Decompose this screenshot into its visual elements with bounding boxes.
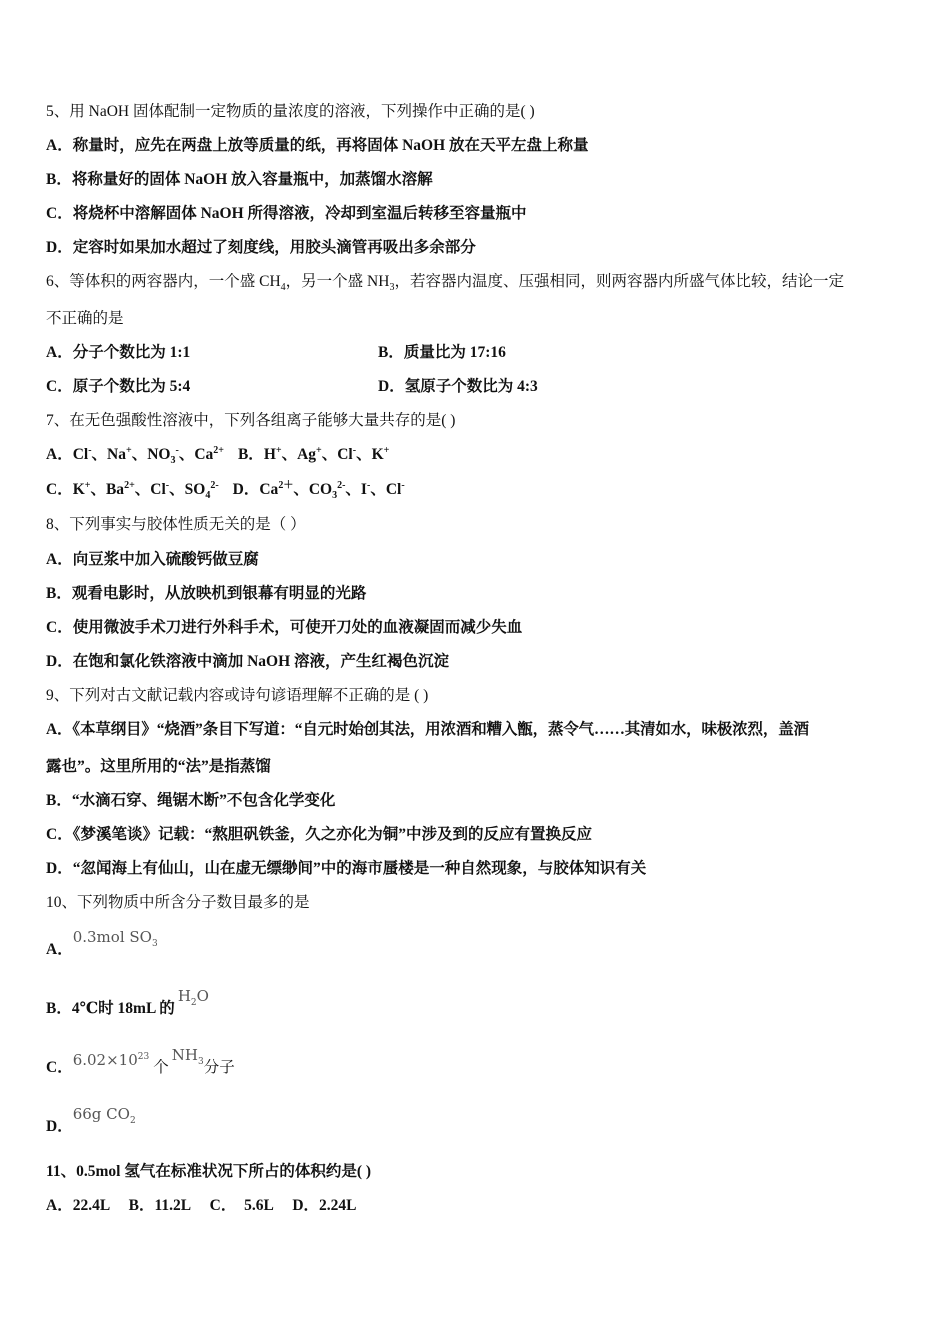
q7-c-ion-4-charge: 2-	[210, 479, 219, 491]
q7-options-cd	[46, 479, 405, 501]
q6-stem-sub-2: 3	[389, 282, 395, 294]
q7-d-ion-4: 、Cl	[370, 481, 402, 498]
q6-option-a: A．分子个数比为 1:1	[46, 344, 191, 361]
q10-option-d	[46, 1105, 136, 1138]
q6-option-d: D．氢原子个数比为 4:3	[378, 378, 538, 395]
q7-a-ion-4-charge: 2+	[213, 444, 224, 456]
q10-b-text: B．4℃时 18mL 的	[46, 1000, 175, 1017]
q6-stem-text-2: ，另一个盛 NH	[285, 273, 390, 290]
q10-a-label: A．	[46, 941, 73, 958]
q5-stem: 5、用 NaOH 固体配制一定物质的量浓度的溶液，下列操作中正确的是( )	[46, 103, 535, 120]
q10-d-label: D．	[46, 1118, 73, 1135]
q5-option-d: D．定容时如果加水超过了刻度线，用胶头滴管再吸出多余部分	[46, 239, 476, 256]
q7-c-ion-2: 、Ba	[90, 481, 125, 498]
q7-c-ion-1-charge: +	[84, 479, 91, 491]
q7-b-ion-2-charge: +	[316, 444, 322, 456]
q10-a-formula	[72, 928, 158, 949]
q7-c-ion-3: 、Cl	[134, 481, 166, 498]
q7-b-ion-3-charge: -	[352, 444, 357, 456]
q7-c-label: C．	[46, 481, 73, 498]
q7-d-ion-3-charge: -	[366, 479, 371, 491]
q5-option-a: A．称量时，应先在两盘上放等质量的纸，再将固体 NaOH 放在天平左盘上称量	[46, 137, 589, 154]
q10-stem: 10、下列物质中所含分子数目最多的是	[46, 894, 310, 911]
q10-c-label: C．	[46, 1059, 73, 1076]
q6-stem-text-1: 6、等体积的两容器内，一个盛 CH	[46, 273, 281, 290]
q7-c-ion-2-charge: 2+	[124, 479, 135, 491]
q7-d-label: D．	[232, 481, 260, 498]
q9-option-a: A．《本草纲目》“烧酒”条目下写道：“自元时始创其法，用浓酒和糟入甑，蒸令气……其清如水，味极浓烈，盖酒	[46, 721, 809, 738]
q6-stem-line2: 不正确的是	[46, 310, 124, 327]
q10-c-formula-text: 6.02×10	[72, 1051, 138, 1069]
q7-c-ion-4: 、SO	[169, 481, 206, 498]
q7-a-ion-2: 、Na	[91, 446, 126, 463]
q8-option-c: C．使用微波手术刀进行外科手术，可使开刀处的血液凝固而减少失血	[46, 619, 523, 636]
q7-a-ion-1-charge: -	[88, 444, 92, 456]
q7-c-ion-1: K	[72, 481, 85, 498]
q10-d-formula	[72, 1105, 136, 1126]
q7-stem: 7、在无色强酸性溶液中，下列各组离子能够大量共存的是( )	[46, 412, 456, 429]
q10-c-mid: 个	[153, 1059, 169, 1076]
q6-stem	[46, 271, 844, 293]
q10-d-formula-sub: 2	[129, 1116, 136, 1126]
q8-option-b: B．观看电影时，从放映机到银幕有明显的光路	[46, 585, 367, 602]
q9-option-a-line2: 露也”。这里所用的“法”是指蒸馏	[46, 758, 271, 775]
q7-d-ion-4-charge: -	[401, 479, 405, 491]
q8-stem: 8、下列事实与胶体性质无关的是（ ）	[46, 516, 306, 533]
q10-c-tail: 分子	[203, 1059, 235, 1076]
q10-option-b	[46, 987, 209, 1020]
q7-a-ion-2-charge: +	[126, 444, 132, 456]
q9-option-b: B．“水滴石穿、绳锯木断”不包含化学变化	[46, 792, 336, 809]
q7-c-ion-3-charge: -	[165, 479, 170, 491]
q9-option-d: D．“忽闻海上有仙山，山在虚无缥缈间”中的海市蜃楼是一种自然现象，与胶体知识有关	[46, 860, 647, 877]
q7-a-ion-3-sub: 3	[170, 455, 176, 467]
q6-stem-sub-1: 4	[280, 282, 286, 294]
q11-stem: 11、0.5mol 氢气在标准状况下所占的体积约是( )	[46, 1163, 372, 1180]
q10-c-formula2-text: NH	[171, 1046, 198, 1064]
q11-options: A．22.4L B．11.2L C． 5.6L D．2.24L	[46, 1197, 357, 1214]
q10-option-a	[46, 928, 158, 961]
q7-d-ion-2: 、CO	[293, 481, 333, 498]
q7-a-ion-3: 、NO	[131, 446, 171, 463]
q10-c-formula2	[171, 1046, 204, 1067]
q10-d-formula-text: 66g CO	[72, 1105, 130, 1123]
q7-d-ion-2-sub: 3	[332, 490, 338, 502]
q7-a-ion-4: 、Ca	[178, 446, 214, 463]
q6-stem-text-3: ，若容器内温度、压强相同，则两容器内所盛气体比较，结论一定	[394, 273, 844, 290]
q7-a-label: A．	[46, 446, 73, 463]
q10-b-formula-o: O	[196, 987, 209, 1005]
q10-b-formula-h: H	[177, 987, 191, 1005]
q5-option-b: B．将称量好的固体 NaOH 放入容量瓶中，加蒸馏水溶解	[46, 171, 433, 188]
q10-a-formula-sub: 3	[151, 939, 158, 949]
q7-d-ion-1: Ca	[259, 481, 279, 498]
q7-a-ion-3-charge: -	[175, 444, 179, 456]
q7-a-ion-1: Cl	[72, 446, 89, 463]
q10-b-formula	[177, 987, 209, 1008]
q10-c-formula2-sub: 3	[197, 1057, 204, 1067]
q9-stem: 9、下列对古文献记载内容或诗句谚语理解不正确的是 ( )	[46, 687, 429, 704]
q10-b-formula-sub: 2	[190, 998, 197, 1008]
q7-d-ion-1-charge: 2＋	[278, 479, 294, 491]
q7-b-ion-1: H	[263, 446, 276, 463]
q7-b-ion-1-charge: +	[275, 444, 282, 456]
q7-b-ion-2: 、Ag	[281, 446, 317, 463]
q9-option-c: C．《梦溪笔谈》记载：“熬胆矾铁釜，久之亦化为铜”中涉及到的反应有置换反应	[46, 826, 592, 843]
q10-c-formula	[73, 1051, 150, 1069]
q7-b-ion-4-charge: +	[383, 444, 390, 456]
q6-option-b: B．质量比为 17:16	[378, 344, 506, 361]
q8-option-a: A．向豆浆中加入硫酸钙做豆腐	[46, 551, 259, 568]
q10-a-formula-text: 0.3mol SO	[72, 928, 152, 946]
q6-option-c: C．原子个数比为 5:4	[46, 378, 191, 395]
q10-option-c	[46, 1046, 235, 1079]
q5-option-c: C．将烧杯中溶解固体 NaOH 所得溶液，冷却到室温后转移至容量瓶中	[46, 205, 527, 222]
q7-b-ion-4: 、K	[356, 446, 384, 463]
q7-b-label: B．	[237, 446, 264, 463]
q7-d-ion-2-charge: 2-	[337, 479, 346, 491]
q7-options-ab	[46, 444, 389, 466]
q10-c-formula-exp: 23	[137, 1052, 150, 1062]
q7-d-ion-3: 、I	[345, 481, 367, 498]
q7-b-ion-3: 、Cl	[321, 446, 353, 463]
q8-option-d: D．在饱和氯化铁溶液中滴加 NaOH 溶液，产生红褐色沉淀	[46, 653, 450, 670]
q7-c-ion-4-sub: 4	[205, 490, 211, 502]
